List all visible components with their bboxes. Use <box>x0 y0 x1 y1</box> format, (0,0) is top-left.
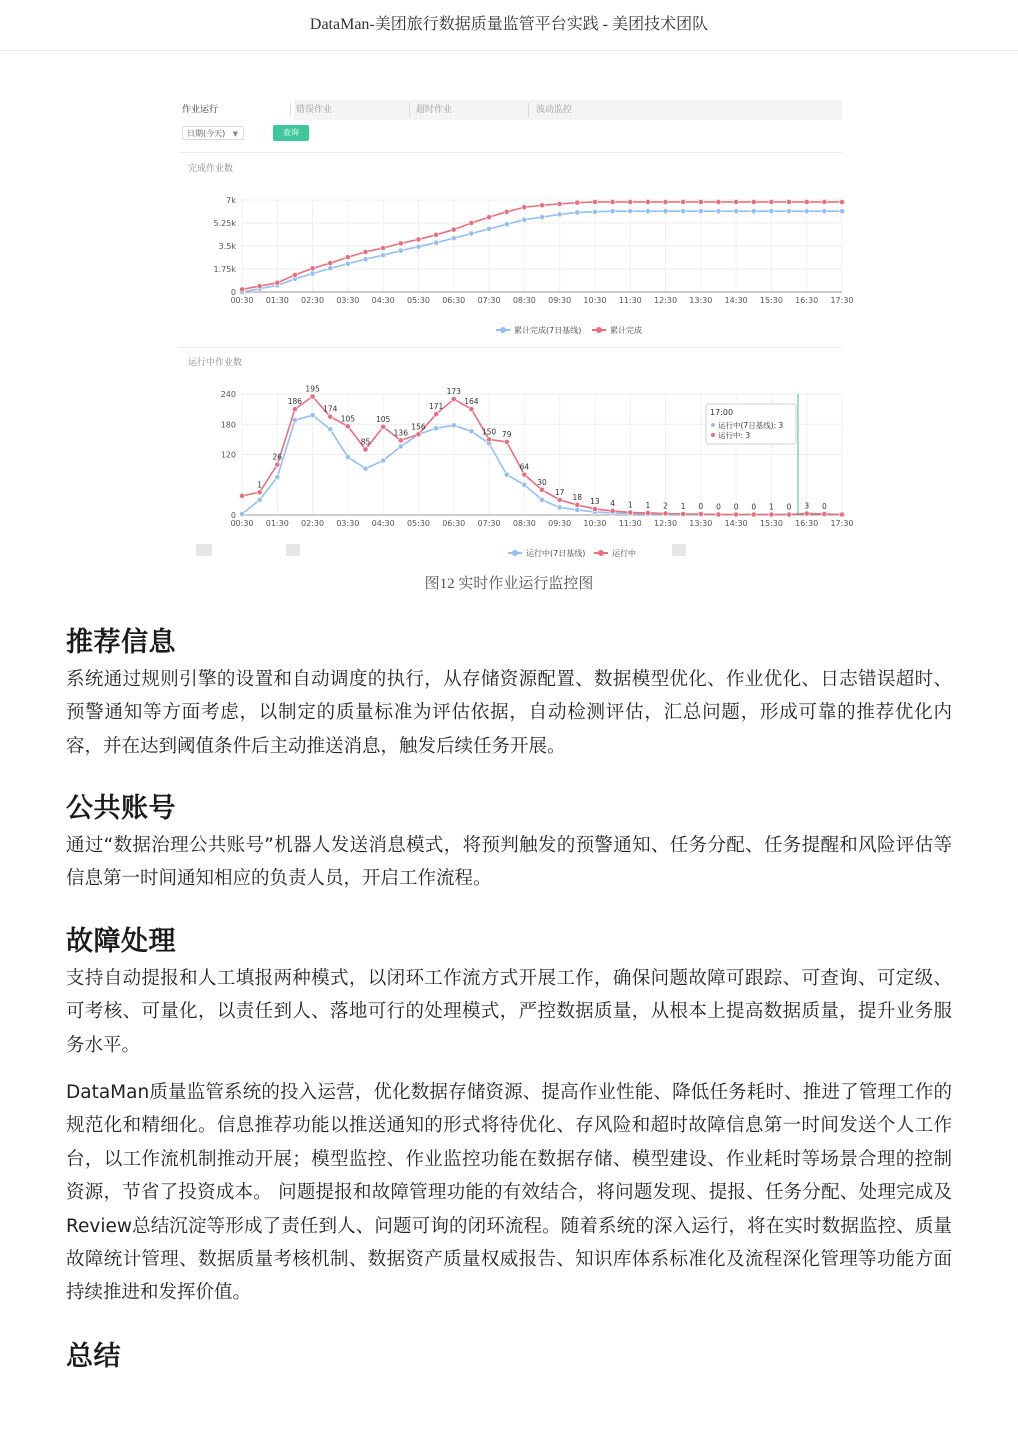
x-tick-label: 02:30 <box>301 296 325 305</box>
data-point <box>328 266 333 271</box>
data-point <box>504 439 509 444</box>
section-heading-fault-handling: 故障处理 <box>66 926 176 957</box>
data-point <box>734 512 739 517</box>
data-point <box>486 214 491 219</box>
y-tick-label: 180 <box>220 420 236 430</box>
y-tick-label: 1.75k <box>213 265 236 274</box>
point-label: 85 <box>360 437 371 447</box>
point-label: 26 <box>272 452 283 462</box>
data-point <box>239 511 244 516</box>
data-point <box>751 209 756 214</box>
data-point <box>786 209 791 214</box>
section-paragraph: DataMan质量监管系统的投入运营，优化数据存储资源、提高作业性能、降低任务耗时、推进了管理工作的规范化和精细化。信息推荐功能以推送通知的形式将待优化、存风险和超时故障信息第一时间发送个人工作台，以工作流机制推动开展；模型监控、作业监控功能在数据存储、模型建设、作业耗时等场景合理的控制资源，节省了投资成本。 问题提报和故障管理功能的有效结合，将问题发现、提报、任务分配、处理完成及Review总结沉淀等形成了责任到人、问题可询的闭环流程。随着系统的深入运行，将在实时数据监控、质量故障统计管理、数据质量考核机制、数据资产质量权威报告、知识库体系标准化及流程深化管理等功能方面持续推进和发挥价值。 <box>66 1082 952 1304</box>
monitor-figure <box>178 100 854 559</box>
section-paragraph: 通过“数据治理公共账号”机器人发送消息模式，将预判触发的预警通知、任务分配、任务提醒和风险评估等信息第一时间通知相应的负责人员，开启工作流程。 <box>66 835 952 890</box>
chart1-title: 完成作业数 <box>188 164 234 174</box>
data-point <box>539 497 544 502</box>
data-point <box>381 424 386 429</box>
x-tick-label: 08:30 <box>512 296 536 305</box>
data-point <box>275 462 280 467</box>
data-point <box>469 220 474 225</box>
data-point <box>504 472 509 477</box>
data-point <box>698 511 703 516</box>
data-point <box>663 511 668 516</box>
x-tick-label: 04:30 <box>371 296 395 305</box>
data-point <box>416 237 421 242</box>
data-point <box>451 227 456 232</box>
query-button[interactable]: 查询 <box>273 125 309 141</box>
point-label: 105 <box>340 414 356 424</box>
data-point <box>822 199 827 204</box>
data-point <box>381 245 386 250</box>
data-point <box>416 244 421 249</box>
data-point <box>345 424 350 429</box>
data-point <box>469 231 474 236</box>
data-point <box>486 437 491 442</box>
legend-label: 运行中(7日基线) <box>526 549 586 558</box>
data-point <box>310 271 315 276</box>
data-point <box>345 261 350 266</box>
tab-divider <box>290 103 291 117</box>
data-point <box>716 209 721 214</box>
data-point <box>822 209 827 214</box>
data-point <box>610 199 615 204</box>
blur-mask <box>672 544 686 556</box>
data-point <box>363 447 368 452</box>
x-tick-label: 01:30 <box>265 519 289 528</box>
data-point <box>557 212 562 217</box>
data-point <box>681 199 686 204</box>
data-point <box>398 241 403 246</box>
point-label: 1 <box>680 501 686 511</box>
point-label: 3 <box>804 501 810 511</box>
legend-swatch <box>500 327 506 333</box>
data-point <box>381 458 386 463</box>
x-tick-label: 00:30 <box>230 296 254 305</box>
data-point <box>486 226 491 231</box>
data-point <box>663 209 668 214</box>
data-point <box>769 512 774 517</box>
data-point <box>575 200 580 205</box>
data-point <box>575 507 580 512</box>
x-tick-label: 03:30 <box>336 519 360 528</box>
x-tick-label: 02:30 <box>301 519 325 528</box>
page-header-title: DataMan-美团旅行数据质量监管平台实践 - 美团技术团队 <box>309 16 709 33</box>
point-label: 18 <box>572 492 583 502</box>
data-point <box>257 283 262 288</box>
page-header <box>0 0 1018 51</box>
x-tick-label: 05:30 <box>406 296 431 305</box>
x-tick-label: 16:30 <box>795 296 819 305</box>
point-label: 13 <box>590 496 600 506</box>
completed-jobs-chart <box>178 178 854 363</box>
data-point <box>239 287 244 292</box>
data-point <box>328 427 333 432</box>
tooltip-time: 17:00 <box>710 408 734 417</box>
data-point <box>804 199 809 204</box>
legend-swatch <box>596 327 602 333</box>
data-point <box>628 199 633 204</box>
x-tick-label: 07:30 <box>477 296 501 305</box>
data-point <box>451 396 456 401</box>
data-point <box>416 432 421 437</box>
point-label: 1 <box>627 500 633 510</box>
x-tick-label: 01:30 <box>265 296 289 305</box>
point-label: 174 <box>323 404 338 414</box>
x-tick-label: 06:30 <box>442 519 466 528</box>
y-tick-label: 120 <box>220 450 236 460</box>
tooltip-line: 运行中: 3 <box>718 431 751 440</box>
x-tick-label: 17:30 <box>830 296 854 305</box>
panel-divider <box>178 152 842 153</box>
x-tick-label: 10:30 <box>583 519 607 528</box>
point-label: 164 <box>464 397 479 407</box>
x-tick-label: 11:30 <box>618 519 642 528</box>
data-point <box>716 512 721 517</box>
data-point <box>522 472 527 477</box>
data-point <box>363 466 368 471</box>
data-point <box>539 214 544 219</box>
section-paragraph: 支持自动提报和人工填报两种模式，以闭环工作流方式开展工作，确保问题故障可跟踪、可查询、可定级、可考核、可量化，以责任到人、落地可行的处理模式，严控数据质量，从根本上提高数据质量，提升业务服务水平。 <box>66 968 952 1056</box>
data-point <box>681 209 686 214</box>
chart2-title: 运行中作业数 <box>188 358 243 368</box>
data-point <box>398 444 403 449</box>
data-point <box>451 423 456 428</box>
data-point <box>328 414 333 419</box>
x-tick-label: 14:30 <box>724 296 748 305</box>
data-point <box>522 217 527 222</box>
data-point <box>239 493 244 498</box>
x-tick-label: 07:30 <box>477 519 501 528</box>
point-label: 30 <box>537 477 547 487</box>
data-point <box>310 413 315 418</box>
point-label: 0 <box>716 502 721 512</box>
data-point <box>363 249 368 254</box>
x-tick-label: 04:30 <box>371 519 395 528</box>
tab-divider <box>528 103 529 117</box>
point-label: 173 <box>446 387 461 397</box>
date-select-value: 日期(今天) <box>187 129 226 138</box>
tab-divider <box>409 103 410 117</box>
point-label: 2 <box>663 501 668 511</box>
data-point <box>592 209 597 214</box>
point-label: 195 <box>305 384 320 394</box>
tooltip-swatch <box>711 423 715 427</box>
x-tick-label: 15:30 <box>759 519 783 528</box>
x-tick-label: 12:30 <box>653 519 678 528</box>
data-point <box>575 210 580 215</box>
data-point <box>628 510 633 515</box>
data-point <box>839 512 844 517</box>
x-tick-label: 06:30 <box>442 296 466 305</box>
data-point <box>522 205 527 210</box>
point-label: 64 <box>519 462 530 472</box>
data-point <box>645 209 650 214</box>
data-point <box>610 209 615 214</box>
data-point <box>592 199 597 204</box>
data-point <box>628 209 633 214</box>
data-point <box>734 199 739 204</box>
data-point <box>398 248 403 253</box>
section-heading-recommend: 推荐信息 <box>66 627 176 658</box>
data-point <box>345 255 350 260</box>
legend-swatch <box>598 550 604 556</box>
data-point <box>645 510 650 515</box>
data-point <box>381 253 386 258</box>
point-label: 171 <box>428 402 444 412</box>
x-tick-label: 13:30 <box>689 296 713 305</box>
data-point <box>663 199 668 204</box>
data-point <box>434 232 439 237</box>
data-point <box>716 199 721 204</box>
figure-caption: 图12 实时作业运行监控图 <box>424 576 594 592</box>
data-point <box>539 487 544 492</box>
data-point <box>504 222 509 227</box>
data-point <box>275 280 280 285</box>
data-point <box>839 209 844 214</box>
tab-bar <box>178 100 842 120</box>
section-heading-summary: 总结 <box>66 1341 121 1372</box>
section-paragraph: 系统通过规则引擎的设置和自动调度的执行，从存储资源配置、数据模型优化、作业优化、日志错误超时、预警通知等方面考虑，以制定的质量标准为评估依据，自动检测评估，汇总问题，形成可靠的推荐优化内容，并在达到阈值条件后主动推送消息，触发后续任务开展。 <box>66 669 952 757</box>
point-label: 4 <box>610 498 615 508</box>
legend-label: 运行中 <box>612 549 636 558</box>
data-point <box>804 209 809 214</box>
x-tick-label: 09:30 <box>548 296 572 305</box>
blur-mask <box>196 544 212 556</box>
x-tick-label: 12:30 <box>653 296 678 305</box>
data-point <box>522 482 527 487</box>
data-point <box>292 418 297 423</box>
panel-divider <box>178 347 842 348</box>
data-point <box>363 257 368 262</box>
point-label: 1 <box>257 480 263 490</box>
legend-label: 累计完成(7日基线) <box>514 326 582 335</box>
chevron-down-icon: ▼ <box>232 130 238 138</box>
data-point <box>398 438 403 443</box>
data-point <box>557 505 562 510</box>
data-point <box>469 429 474 434</box>
data-point <box>610 508 615 513</box>
data-point <box>557 201 562 206</box>
point-label: 79 <box>501 429 512 439</box>
data-point <box>698 199 703 204</box>
data-point <box>539 203 544 208</box>
legend-swatch <box>512 550 518 556</box>
data-point <box>310 266 315 271</box>
data-point <box>839 199 844 204</box>
data-point <box>592 506 597 511</box>
section-heading-public-account: 公共账号 <box>66 793 176 824</box>
y-tick-label: 240 <box>220 390 236 399</box>
data-point <box>328 260 333 265</box>
data-point <box>575 502 580 507</box>
data-point <box>275 475 280 480</box>
point-label: 0 <box>751 502 757 512</box>
x-tick-label: 05:30 <box>406 519 431 528</box>
x-tick-label: 11:30 <box>618 296 642 305</box>
y-tick-label: 7k <box>226 196 236 205</box>
data-point <box>292 272 297 277</box>
data-point <box>734 209 739 214</box>
point-label: 186 <box>287 397 303 407</box>
tab-fluctuation-monitor[interactable]: 波动监控 <box>536 105 573 115</box>
data-point <box>451 236 456 241</box>
x-tick-label: 15:30 <box>759 296 783 305</box>
y-tick-label: 0 <box>230 511 236 520</box>
data-point <box>786 512 791 517</box>
running-jobs-chart <box>178 372 854 562</box>
y-tick-label: 3.5k <box>218 242 236 251</box>
date-select[interactable] <box>182 126 244 140</box>
data-point <box>681 511 686 516</box>
x-tick-label: 17:30 <box>830 519 854 528</box>
tooltip-line: 运行中(7日基线): 3 <box>718 421 784 430</box>
y-tick-label: 0 <box>230 288 236 297</box>
data-point <box>434 412 439 417</box>
point-label: 0 <box>733 502 739 512</box>
data-point <box>469 407 474 412</box>
tab-job-running[interactable]: 作业运行 <box>178 100 294 120</box>
data-point <box>769 199 774 204</box>
x-tick-label: 13:30 <box>689 519 713 528</box>
x-tick-label: 08:30 <box>512 519 536 528</box>
data-point <box>310 394 315 399</box>
x-tick-label: 14:30 <box>724 519 748 528</box>
data-point <box>345 454 350 459</box>
y-tick-label: 5.25k <box>213 219 236 228</box>
point-label: 150 <box>481 427 497 437</box>
data-point <box>751 512 756 517</box>
data-point <box>557 497 562 502</box>
point-label: 1 <box>645 500 651 510</box>
data-point <box>698 209 703 214</box>
point-label: 1 <box>769 502 774 512</box>
x-tick-label: 00:30 <box>230 519 254 528</box>
point-label: 0 <box>698 501 704 511</box>
legend-label: 累计完成 <box>610 326 642 335</box>
data-point <box>504 209 509 214</box>
data-point <box>751 199 756 204</box>
point-label: 17 <box>554 487 565 497</box>
data-point <box>769 209 774 214</box>
data-point <box>292 407 297 412</box>
data-point <box>434 240 439 245</box>
tab-timeout-jobs[interactable]: 超时作业 <box>416 105 453 115</box>
x-tick-label: 09:30 <box>548 519 572 528</box>
tab-error-jobs[interactable]: 错误作业 <box>296 105 333 115</box>
point-label: 0 <box>821 501 827 511</box>
point-label: 156 <box>411 422 426 432</box>
data-point <box>257 497 262 502</box>
point-label: 0 <box>786 502 792 512</box>
data-point <box>786 199 791 204</box>
data-point <box>645 199 650 204</box>
x-tick-label: 16:30 <box>795 519 819 528</box>
blur-mask <box>286 544 300 556</box>
data-point <box>804 511 809 516</box>
data-point <box>822 511 827 516</box>
data-point <box>434 426 439 431</box>
tooltip-swatch <box>711 433 715 437</box>
data-point <box>257 490 262 495</box>
point-label: 105 <box>376 414 391 424</box>
x-tick-label: 10:30 <box>583 296 607 305</box>
x-tick-label: 03:30 <box>336 296 360 305</box>
point-label: 136 <box>393 428 408 438</box>
